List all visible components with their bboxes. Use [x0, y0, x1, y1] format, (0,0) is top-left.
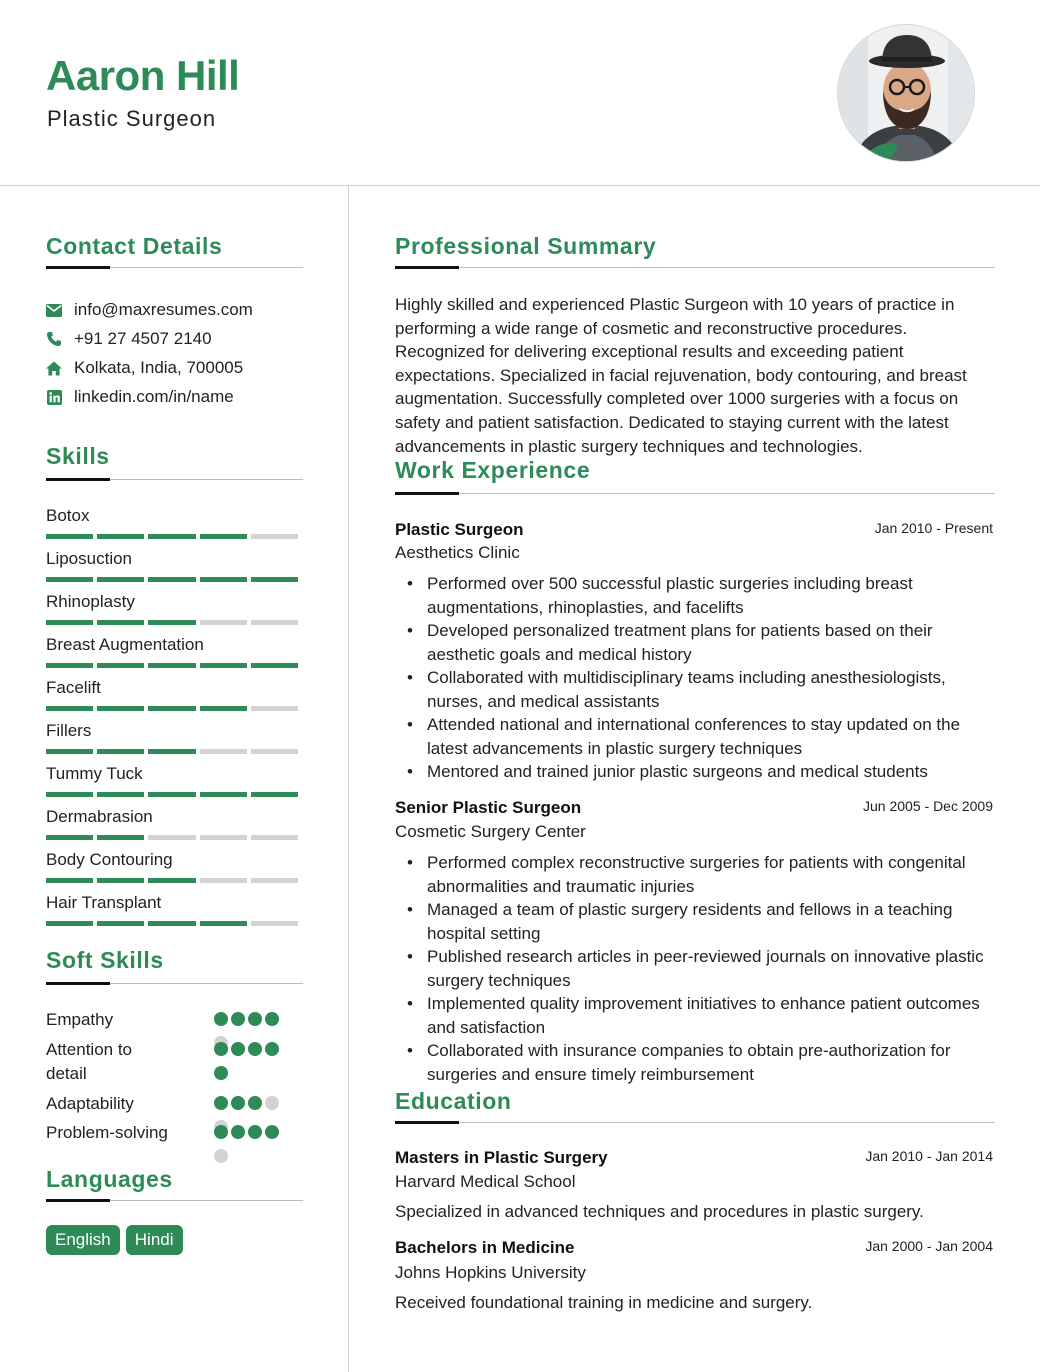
rating-dot-filled [231, 1096, 245, 1110]
education-section-accent [395, 1121, 459, 1124]
language-tags [46, 1225, 183, 1255]
profile-photo [837, 24, 975, 162]
skill-segment-filled [97, 706, 144, 711]
skill-label: Tummy Tuck [46, 764, 143, 783]
rating-dot-filled [248, 1125, 262, 1139]
envelope-icon [46, 302, 62, 318]
education-degree: Masters in Plastic Surgery [395, 1148, 608, 1167]
education-description: Received foundational training in medicine and surgery. [395, 1293, 813, 1312]
summary-section-title: Professional Summary [395, 233, 657, 259]
skill-segment-filled [97, 835, 144, 840]
skill-segment-filled [148, 921, 195, 926]
skill-segment-empty [200, 749, 247, 754]
rating-dot-filled [231, 1125, 245, 1139]
skill-segment-filled [251, 577, 298, 582]
rating-dot-filled [265, 1125, 279, 1139]
education-school: Harvard Medical School [395, 1172, 576, 1191]
skill-segment-filled [200, 534, 247, 539]
rating-dot-filled [214, 1042, 228, 1056]
skill-label: Rhinoplasty [46, 592, 135, 611]
skill-item [46, 720, 302, 754]
skill-segment-filled [148, 663, 195, 668]
rating-dot-filled [265, 1012, 279, 1026]
rating-dot-filled [231, 1012, 245, 1026]
soft-skill-label: Attention to detail [46, 1040, 133, 1083]
job-bullet: • Collaborated with multidisciplinary teams including anesthesiologists, nurses, and medical assistants [405, 666, 995, 713]
skill-label: Hair Transplant [46, 893, 162, 912]
skills-section-title: Skills [46, 443, 110, 469]
skill-label: Breast Augmentation [46, 635, 204, 654]
soft-skills-section-title: Soft Skills [46, 947, 164, 973]
soft-skill-label: Empathy [46, 1010, 114, 1029]
summary-section-accent [395, 266, 459, 269]
skill-segment-filled [200, 706, 247, 711]
skill-segment-filled [46, 835, 93, 840]
skill-segment-filled [200, 663, 247, 668]
soft-skills-section-accent [46, 982, 110, 985]
skill-segment-filled [148, 792, 195, 797]
skill-segment-empty [251, 706, 298, 711]
job-bullets [405, 851, 995, 1086]
rating-dot-filled [248, 1096, 262, 1110]
skill-level-bar [46, 534, 302, 539]
skill-segment-filled [97, 792, 144, 797]
job-organization: Cosmetic Surgery Center [395, 822, 586, 841]
languages-section-accent [46, 1199, 110, 1202]
job-bullet: • Performed over 500 successful plastic surgeries including breast augmentations, rhinoplasties, and facelifts [405, 572, 995, 619]
soft-skill-label: Adaptability [46, 1094, 134, 1113]
skill-segment-empty [200, 835, 247, 840]
skill-segment-filled [46, 534, 93, 539]
skill-segment-filled [251, 792, 298, 797]
soft-skill-rating [214, 1125, 290, 1173]
job-organization: Aesthetics Clinic [395, 543, 520, 562]
skill-label: Dermabrasion [46, 807, 153, 826]
skill-item [46, 505, 302, 539]
language-tag: Hindi [126, 1225, 183, 1255]
skill-level-bar [46, 663, 302, 668]
job-bullets [405, 572, 995, 784]
skill-segment-filled [97, 577, 144, 582]
job-bullet: • Collaborated with insurance companies to obtain pre-authorization for surgeries and ensure timely reimbursement [405, 1039, 995, 1086]
skill-label: Fillers [46, 721, 92, 740]
skill-segment-filled [97, 663, 144, 668]
skill-segment-filled [200, 577, 247, 582]
job-bullet: • Attended national and international conferences to stay updated on the latest advancements in plastic surgery techniques [405, 713, 995, 760]
skill-segment-filled [46, 749, 93, 754]
job-date: Jan 2010 - Present [874, 520, 993, 536]
candidate-title: Plastic Surgeon [47, 106, 217, 131]
rating-dot-filled [214, 1066, 228, 1080]
skill-segment-empty [148, 835, 195, 840]
skill-segment-filled [148, 577, 195, 582]
skill-segment-filled [148, 620, 195, 625]
job-bullet: • Managed a team of plastic surgery residents and fellows in a teaching hospital setting [405, 898, 995, 945]
skill-item [46, 806, 302, 840]
rating-dot-empty [265, 1096, 279, 1110]
contact-phone[interactable]: +91 27 4507 2140 [74, 329, 212, 348]
skill-segment-filled [148, 878, 195, 883]
skill-segment-filled [46, 706, 93, 711]
skill-segment-filled [46, 577, 93, 582]
skill-segment-filled [46, 921, 93, 926]
skill-item [46, 548, 302, 582]
education-degree: Bachelors in Medicine [395, 1238, 575, 1257]
skill-item [46, 892, 302, 926]
contact-section-title: Contact Details [46, 233, 223, 259]
skill-level-bar [46, 749, 302, 754]
rating-dot-filled [214, 1125, 228, 1139]
contact-linkedin-row[interactable] [46, 386, 234, 408]
skill-segment-filled [251, 663, 298, 668]
work-section-rule [395, 493, 995, 494]
skill-segment-filled [148, 749, 195, 754]
skill-item [46, 763, 302, 797]
work-section-accent [395, 492, 459, 495]
skill-level-bar [46, 577, 302, 582]
job-bullet: • Published research articles in peer-reviewed journals on innovative plastic surgery techniques [405, 945, 995, 992]
soft-skill-rating [214, 1042, 290, 1090]
contact-phone-row[interactable] [46, 328, 212, 350]
language-tag: English [46, 1225, 120, 1255]
linkedin-icon [46, 389, 62, 405]
rating-dot-empty [214, 1149, 228, 1163]
job-title: Plastic Surgeon [395, 520, 524, 539]
education-description: Specialized in advanced techniques and procedures in plastic surgery. [395, 1202, 924, 1221]
column-divider [348, 186, 349, 1372]
skill-segment-filled [46, 878, 93, 883]
rating-dot-filled [248, 1042, 262, 1056]
skill-segment-filled [148, 534, 195, 539]
skill-segment-filled [200, 921, 247, 926]
skill-label: Botox [46, 506, 90, 525]
contact-location: Kolkata, India, 700005 [74, 358, 244, 377]
summary-text: Highly skilled and experienced Plastic Surgeon with 10 years of practice in performing a wide range of cosmetic and reconstructive procedures. Recognized for delivering exceptional results and exceeding patient expectations. Specialized in facial rejuvenation, body contouring, and breast augmentation. Successfully completed over 1000 surgeries with a focus on safety and patient satisfaction. Dedicated to staying current with the latest advancements in plastic surgery techniques and technologies. [395, 295, 967, 456]
skill-segment-empty [251, 921, 298, 926]
contact-location-row [46, 357, 243, 379]
skill-segment-empty [200, 620, 247, 625]
skill-segment-filled [46, 663, 93, 668]
skill-item [46, 591, 302, 625]
job-bullet: • Developed personalized treatment plans for patients based on their aesthetic goals and medical history [405, 619, 995, 666]
skill-level-bar [46, 878, 302, 883]
rating-dot-filled [265, 1042, 279, 1056]
rating-dot-filled [214, 1096, 228, 1110]
education-date: Jan 2010 - Jan 2014 [865, 1148, 993, 1164]
candidate-name: Aaron Hill [46, 52, 240, 99]
languages-section-title: Languages [46, 1166, 173, 1192]
skill-label: Body Contouring [46, 850, 173, 869]
skill-segment-filled [97, 921, 144, 926]
skill-segment-empty [251, 835, 298, 840]
work-section-title: Work Experience [395, 457, 591, 483]
soft-skill-label: Problem-solving [46, 1123, 168, 1142]
education-school: Johns Hopkins University [395, 1263, 586, 1282]
home-icon [46, 360, 62, 376]
skill-level-bar [46, 706, 302, 711]
contact-email[interactable]: info@maxresumes.com [74, 300, 253, 319]
education-date: Jan 2000 - Jan 2004 [865, 1238, 993, 1254]
skill-segment-filled [148, 706, 195, 711]
job-title: Senior Plastic Surgeon [395, 798, 582, 817]
phone-icon [46, 331, 62, 347]
resume-header [0, 0, 1040, 186]
skill-label: Liposuction [46, 549, 133, 568]
job-bullet: • Implemented quality improvement initiatives to enhance patient outcomes and satisfaction [405, 992, 995, 1039]
skill-segment-filled [97, 620, 144, 625]
skill-item [46, 849, 302, 883]
skill-segment-filled [200, 792, 247, 797]
skill-item [46, 677, 302, 711]
skill-level-bar [46, 921, 302, 926]
summary-section-rule [395, 267, 995, 268]
rating-dot-filled [214, 1012, 228, 1026]
job-date: Jun 2005 - Dec 2009 [863, 798, 993, 814]
job-bullet: • Performed complex reconstructive surgeries for patients with congenital abnormalities and traumatic injuries [405, 851, 995, 898]
skill-segment-filled [46, 792, 93, 797]
skill-segment-filled [97, 534, 144, 539]
skill-level-bar [46, 792, 302, 797]
skill-segment-empty [200, 878, 247, 883]
skill-segment-empty [251, 878, 298, 883]
education-section-rule [395, 1122, 995, 1123]
skill-level-bar [46, 835, 302, 840]
education-section-title: Education [395, 1088, 512, 1114]
skill-segment-empty [251, 749, 298, 754]
contact-email-row[interactable] [46, 299, 253, 321]
job-bullet: • Mentored and trained junior plastic surgeons and medical students [405, 760, 995, 784]
rating-dot-filled [231, 1042, 245, 1056]
skills-section-accent [46, 478, 110, 481]
skill-label: Facelift [46, 678, 101, 697]
skill-item [46, 634, 302, 668]
rating-dot-filled [248, 1012, 262, 1026]
skill-level-bar [46, 620, 302, 625]
skill-segment-empty [251, 534, 298, 539]
skill-segment-filled [46, 620, 93, 625]
skill-segment-filled [97, 749, 144, 754]
contact-linkedin[interactable]: linkedin.com/in/name [74, 387, 234, 406]
skill-segment-empty [251, 620, 298, 625]
contact-section-accent [46, 266, 110, 269]
skill-segment-filled [97, 878, 144, 883]
